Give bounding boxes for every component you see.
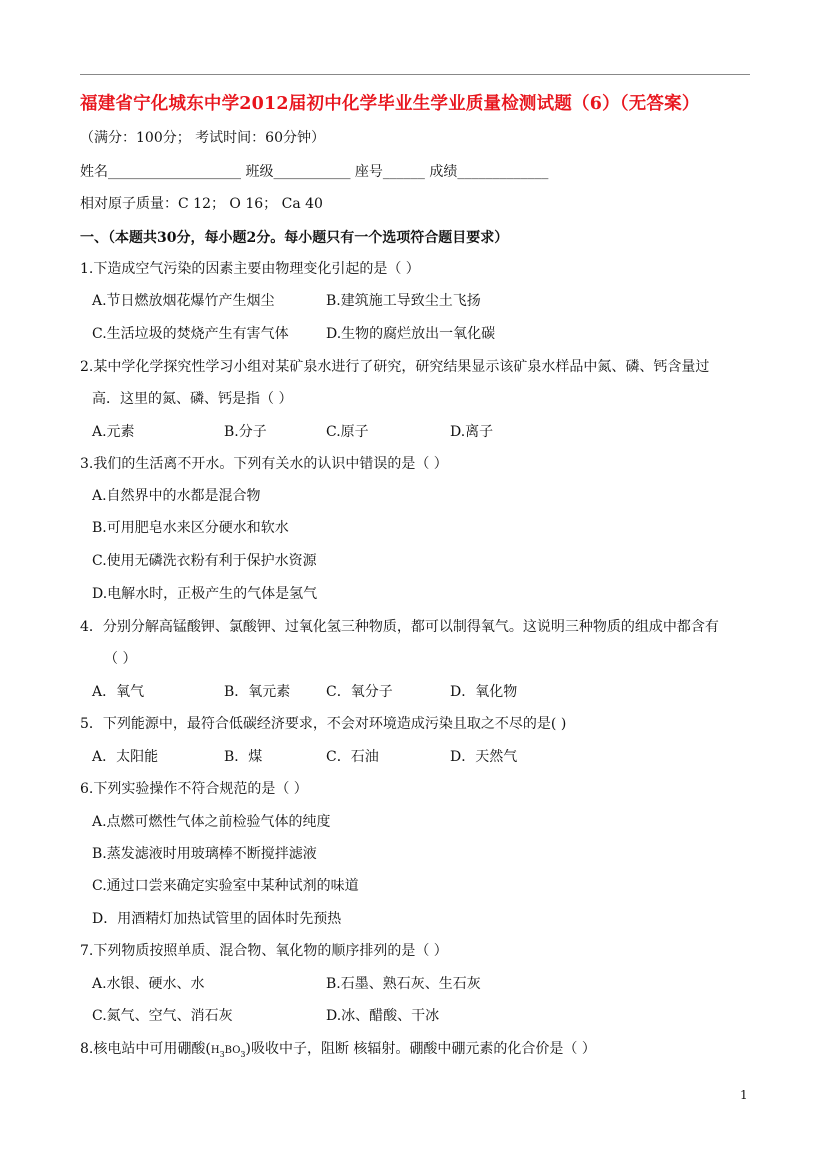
question-2-stem: 2.某中学化学探究性学习小组对某矿泉水进行了研究，研究结果显示该矿泉水样品中氮、磷、钙含量过 [80, 359, 710, 375]
q1-option-b: B.建筑施工导致尘土飞扬 [326, 293, 481, 309]
page-title: 福建省宁化城东中学2012届初中化学毕业生学业质量检测试题（6）（无答案） [80, 94, 700, 114]
q7-option-d: D.冰、醋酸、干冰 [326, 1008, 440, 1024]
q2-option-d: D.离子 [450, 424, 494, 440]
q8-stem-suffix: )吸收中子，阻断 核辐射。硼酸中硼元素的化合价是（ ） [245, 1041, 596, 1057]
atomic-mass: 相对原子质量：C 12； O 16； Ca 40 [80, 196, 323, 212]
q5-option-a: A．太阳能 [92, 749, 159, 765]
q7-option-c: C.氮气、空气、消石灰 [92, 1008, 233, 1024]
q4-option-b: B．氧元素 [224, 684, 291, 700]
q2-option-b: B.分子 [224, 424, 267, 440]
header-rule [80, 74, 750, 75]
q6-option-b: B.蒸发滤液时用玻璃棒不断搅拌滤液 [92, 846, 317, 862]
q1-option-c: C.生活垃圾的焚烧产生有害气体 [92, 326, 289, 342]
section-heading: 一、（本题共30分，每小题2分。每小题只有一个选项符合题目要求） [80, 230, 509, 246]
q5-option-c: C．石油 [326, 749, 379, 765]
question-7-stem: 7.下列物质按照单质、混合物、氧化物的顺序排列的是（ ） [80, 943, 448, 959]
q7-option-b: B.石墨、熟石灰、生石灰 [326, 976, 481, 992]
q8-stem-prefix: 8.核电站中可用硼酸( [80, 1041, 211, 1057]
q3-option-c: C.使用无磷洗衣粉有利于保护水资源 [92, 553, 317, 569]
question-8-stem [80, 1039, 596, 1065]
question-4-stem: 4．分别分解高锰酸钾、氯酸钾、过氧化氢三种物质，都可以制得氧气。这说明三种物质的组成中都含有 [80, 619, 719, 635]
q7-option-a: A.水银、硬水、水 [92, 976, 205, 992]
q1-option-d: D.生物的腐烂放出一氧化碳 [326, 326, 496, 342]
question-4-stem-cont: （ ） [104, 651, 137, 667]
question-6-stem: 6.下列实验操作不符合规范的是（ ） [80, 781, 308, 797]
question-1-stem: 1.下造成空气污染的因素主要由物理变化引起的是（ ） [80, 261, 420, 277]
q5-option-d: D．天然气 [450, 749, 518, 765]
question-2-stem-cont: 高．这里的氮、磷、钙是指（ ） [92, 391, 293, 407]
q1-option-a: A.节日燃放烟花爆竹产生烟尘 [92, 293, 275, 309]
student-info: 姓名___________________ 班级___________ 座号______ 成绩_____________ [80, 164, 549, 180]
q8-formula-b-sub: 3 [240, 1049, 246, 1059]
q8-formula-h-sub: 3 [219, 1049, 225, 1059]
q3-option-d: D.电解水时，正极产生的气体是氢气 [92, 586, 318, 602]
score-time: （满分：100分； 考试时间：60分钟） [80, 130, 325, 146]
q4-option-d: D．氧化物 [450, 684, 518, 700]
q6-option-c: C.通过口尝来确定实验室中某种试剂的味道 [92, 878, 359, 894]
q2-option-a: A.元素 [92, 424, 135, 440]
q8-formula-b: BO [224, 1045, 241, 1056]
q4-option-a: A．氧气 [92, 684, 145, 700]
q8-formula-h: H [210, 1045, 220, 1056]
q6-option-d: D．用酒精灯加热试管里的固体时先预热 [92, 911, 342, 927]
question-3-stem: 3.我们的生活离不开水。下列有关水的认识中错误的是（ ） [80, 456, 448, 472]
q5-option-b: B．煤 [224, 749, 263, 765]
question-5-stem: 5．下列能源中，最符合低碳经济要求，不会对环境造成污染且取之不尽的是( ) [80, 716, 567, 732]
q2-option-c: C.原子 [326, 424, 369, 440]
q3-option-a: A.自然界中的水都是混合物 [92, 488, 261, 504]
page-number: 1 [740, 1088, 748, 1102]
q3-option-b: B.可用肥皂水来区分硬水和软水 [92, 520, 289, 536]
q6-option-a: A.点燃可燃性气体之前检验气体的纯度 [92, 814, 331, 830]
q4-option-c: C．氧分子 [326, 684, 393, 700]
